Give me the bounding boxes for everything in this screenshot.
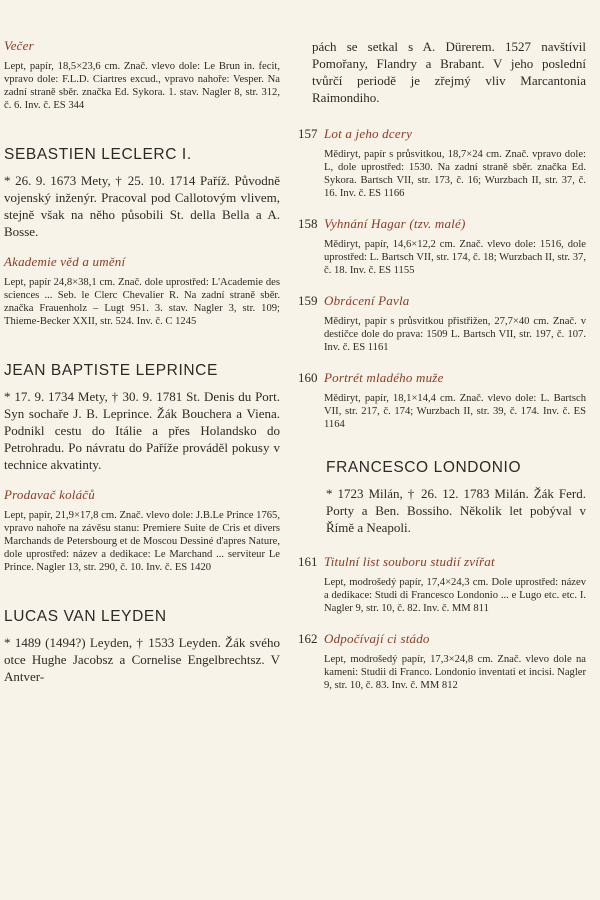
work-description: Mědiryt, papír s průsvitkou přistřižen, 27,7×40 cm. Znač. v destičce dole do prava: 1509 L. Bartsch VII, str. 197, č. 107. Inv. č. ES 1161 [324, 316, 586, 353]
artist-bio: * 1489 (1494?) Leyden, † 1533 Leyden. Žák svého otce Hughe Jacobsz a Cornelise Engelbrechtsz. V Antver- [4, 635, 280, 684]
catalog-entry [298, 631, 586, 692]
artist-bio-continued: pách se setkal s A. Dürerem. 1527 navštívil Pomořany, Flandry a Brabant. V jeho poslední tvůrčí periodě je zřejmý vliv Marcantonia Raimondiho. [312, 39, 586, 105]
artist-name: FRANCESCO LONDONIO [326, 459, 522, 476]
artist-leclerc [4, 146, 280, 328]
work-description: Mědiryt, papír, 14,6×12,2 cm. Znač. vlevo dole: 1516, dole uprostřed: L. Bartsch VII, str. 174, č. 18; Wurzbach II, str. 37, č. 18. Inv. č. ES 1155 [324, 239, 586, 276]
work-title: Akademie věd a umění [4, 254, 126, 269]
work-description: Mědiryt, papír s průsvitkou, 18,7×24 cm. Znač. vpravo dole: L, dole uprostřed: 1530. Na zadní straně sběr. značka Ed. Sykora. Bartsch VII, str. 173, č. 16; Wurzbach II, str. 37, č. 16. Inv. č. ES 1166 [324, 149, 586, 199]
artist-londonio [298, 459, 586, 536]
work-title: Titulní list souboru studií zvířat [324, 554, 495, 569]
entry-vecer [4, 38, 280, 112]
entry-number: 161 [298, 554, 318, 569]
work-title: Večer [4, 38, 34, 53]
work-title: Vyhnání Hagar (tzv. malé) [324, 216, 466, 231]
catalog-entry [298, 554, 586, 615]
work-title: Lot a jeho dcery [324, 126, 413, 141]
catalog-list-londonio [298, 554, 586, 692]
work-description: Lept, modrošedý papír, 17,4×24,3 cm. Dole uprostřed: název a dedikace: Studi di Francesco Londonio ... e Lugo etc. etc. I. Nagler 9, str. 10, č. 82. Inv. č. MM 811 [324, 577, 586, 614]
work-description: Mědiryt, papír, 18,1×14,4 cm. Znač. vlevo dole: L. Bartsch VII, str. 217, č. 174; Wurzbach II, str. 39, č. 174. Inv. č. ES 1164 [324, 393, 586, 430]
catalog-entry [298, 216, 586, 277]
work-title: Odpočívají ci stádo [324, 631, 430, 646]
catalog-entry [298, 370, 586, 431]
work-title: Portrét mladého muže [324, 370, 444, 385]
left-column [4, 38, 280, 685]
catalog-entry [298, 293, 586, 354]
work-description: Lept, papír 24,8×38,1 cm. Znač. dole uprostřed: L'Academie des sciences ... Seb. le Clerc Chevalier R. Na zadní straně sběr. značka Frauenholz – Lugt 951. 3. stav. Nagler 3, str. 109; Thieme-Becker XXII, str. 524. Inv. č. C 1245 [4, 277, 280, 327]
work-title: Prodavač koláčů [4, 487, 95, 502]
entry-number: 162 [298, 631, 318, 646]
artist-name: SEBASTIEN LECLERC I. [4, 146, 192, 163]
entry-number: 159 [298, 293, 318, 308]
entry-number: 158 [298, 216, 318, 231]
work-description: Lept, papír, 18,5×23,6 cm. Znač. vlevo dole: Le Brun in. fecit, vpravo dole: F.L.D. Ciartres excud., vpravo nahoře: Vesper. Na zadní straně sběr. značka Ed. Sykora. 1. stav. Nagler 8, str. 312, č. 6. Inv. č. ES 344 [4, 61, 280, 111]
artist-bio: * 17. 9. 1734 Mety, † 30. 9. 1781 St. Denis du Port. Syn sochaře J. B. Leprince. Žák Bouchera a Viena. Podnikl cestu do Itálie a přes Holandsko do Petrohradu. Po návratu do Paříže prováděl pokusy v technice akvatinty. [4, 389, 280, 472]
work-description: Lept, papír, 21,9×17,8 cm. Znač. vlevo dole: J.B.Le Prince 1765, vpravo nahoře na závěsu stanu: Premiere Suite de Cris et divers Marchands de Petersbourg et de Moscou Dessiné d'apres Nature, dole uprostřed: název a dedikace: Le Marchand ... serviteur Le Prince. Nagler 13, str. 290, č. 10. Inv. č. ES 1420 [4, 510, 280, 573]
artist-name: LUCAS VAN LEYDEN [4, 608, 167, 625]
artist-leyden [4, 608, 280, 685]
work-description: Lept, modrošedý papír, 17,3×24,8 cm. Znač. vlevo dole na kameni: Studii di Franco. Londonio inventati et incisi. Nagler 9, str. 10, č. 83. Inv. č. MM 812 [324, 654, 586, 691]
artist-bio: * 26. 9. 1673 Mety, † 25. 10. 1714 Paříž. Původně vojenský inženýr. Pracoval pod Callotovým vlivem, stejně však na něho působili St. della Bella a A. Bosse. [4, 173, 280, 239]
catalog-list [298, 126, 586, 431]
catalog-entry [298, 126, 586, 200]
artist-name: JEAN BAPTISTE LEPRINCE [4, 362, 218, 379]
entry-number: 160 [298, 370, 318, 385]
entry-number: 157 [298, 126, 318, 141]
artist-leprince [4, 362, 280, 574]
artist-bio: * 1723 Milán, † 26. 12. 1783 Milán. Žák Ferd. Porty a Ben. Bossiho. Několik let pobýval v Římě a Neapoli. [326, 486, 586, 535]
work-title: Obrácení Pavla [324, 293, 410, 308]
right-column [298, 38, 586, 692]
